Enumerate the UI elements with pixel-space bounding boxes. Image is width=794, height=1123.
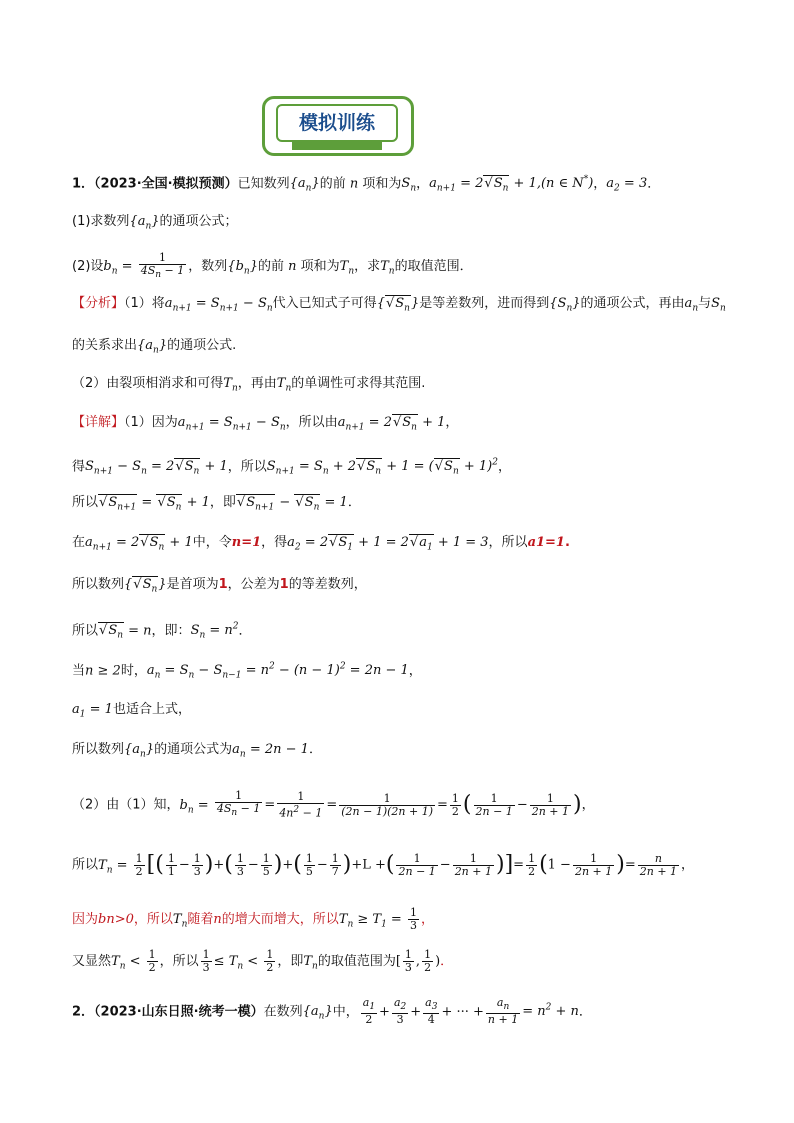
q1-text: 又显然 <box>72 954 112 969</box>
q1-highlight: a1=1 <box>527 535 565 550</box>
q1-text: ， <box>445 415 459 430</box>
q2-text: ． <box>578 1004 592 1020</box>
q1-text: ． <box>238 623 252 639</box>
q1-text: ． <box>308 742 322 757</box>
q1-text: 的前 <box>257 259 284 275</box>
q1-text: ，所以 <box>488 535 528 550</box>
q1-text: 的通项公式为 <box>154 742 233 757</box>
q1-detail-7: 当n ≥ 2时，$a_n = S_n - S_{n-1} = n^2 - (n - 1)^2 = 2n - 1$， <box>72 662 422 681</box>
q1-text: 在 <box>72 535 86 550</box>
q1-text: 项和为 <box>362 176 402 192</box>
q1-text: 随着 <box>187 912 214 927</box>
q1-text: 当 <box>72 663 86 679</box>
q1-text: （2）由裂项相消求和可得 <box>72 376 224 391</box>
q1-text: 的等差数列， <box>288 577 367 592</box>
q1-text: 已知数列 <box>237 176 290 192</box>
q1-text: ， <box>581 797 595 813</box>
q1-text: (1)求数列 <box>72 214 130 229</box>
q1-text: 的通项公式； <box>159 214 238 229</box>
q2-text: 在数列 <box>263 1004 303 1020</box>
q1-text: ，公差为 <box>227 577 280 592</box>
q1-text: ，即： <box>151 623 191 639</box>
q1-text: ， <box>593 176 607 192</box>
q1-text: ，即 <box>209 495 236 510</box>
q1-text: 得 <box>72 459 86 475</box>
q1-text: 因为 <box>72 912 99 927</box>
q1-text: 是等差数列，进而得到 <box>419 296 550 311</box>
q1-text: ，所以 <box>227 459 267 475</box>
q1-text: ． <box>347 495 361 510</box>
q1-stem: 1．（2023·全国·模拟预测）已知数列$\{a_n\}$的前 n 项和为$S_n$，$a_{n+1} = 2√$ $S_n + 1,(n$ ∈ N*)，$a_2 = 3$． <box>72 170 660 199</box>
q1-source: （2023·全国·模拟预测） <box>94 176 238 192</box>
banner-title: 模拟训练 <box>298 112 375 134</box>
q1-part1: (1)求数列$\{a_n\}$的通项公式； <box>72 214 238 232</box>
q2-text: 中， <box>332 1004 359 1020</box>
q1-text: 代入已知式子可得 <box>272 296 377 311</box>
q1-text: ． <box>440 954 454 969</box>
q1-text: ，数列 <box>188 259 228 275</box>
q1-highlight: 1 <box>279 577 289 592</box>
detail-tag: 【详解】 <box>72 415 125 430</box>
banner-bar <box>292 140 382 150</box>
q1-text: ， <box>497 459 511 475</box>
q1-text: . <box>564 535 570 550</box>
q1-text: 时， <box>120 663 147 679</box>
q1-text: ，得 <box>261 535 288 550</box>
q1-text: 的取值范围为 <box>317 954 396 969</box>
q1-text: （1）将 <box>124 296 165 311</box>
q1-detail-11: 所以$T_n$ = $\frac{1}{2}$ [( $\frac{1}{1}$ − $\frac{1}{3}$ )+( $\frac{1}{3}$ − $\frac{1}{5}$ )+( $\frac{1}{5}$ − $\frac{1}{7}$ )+L +( $\frac{1}{2n - 1}$ − $\frac{1}{2n + 1}$ )]= $\frac{1}{2}$ (1 − $\frac{1}{2n + 1}$ )= $\frac{n}{2n + 1}$ ， <box>72 851 695 878</box>
q1-detail-12: 因为bn>0，所以$T_n$随着n的增大而增大，所以$T_n \ge T_1$ = $\frac{1}{3}$ ， <box>72 906 434 932</box>
q1-analysis-2: 的关系求出$\{a_n\}$的通项公式. <box>72 338 237 356</box>
q1-text: 的取值范围． <box>394 259 473 275</box>
q1-detail-5: 所以数列{√ $S_n$}是首项为1，公差为1的等差数列， <box>72 575 367 600</box>
q1-text: 所以 <box>72 495 99 510</box>
q1-text: ， <box>681 857 695 873</box>
q1-analysis-3: （2）由裂项相消求和可得$T_n$，再由$T_n$的单调性可求得其范围. <box>72 376 426 394</box>
q1-text: 的前 <box>319 176 346 192</box>
q1-detail-13: 又显然$T_n$ < $\frac{1}{2}$ ，所以 $\frac{1}{3}$ ≤ $T_n$ < $\frac{1}{2}$ ，即$T_n$的取值范围为[ $\frac{1}{3}$ , $\frac{1}{2}$ )． <box>72 948 454 974</box>
q1-analysis-1: 【分析】（1）将$a_{n+1} = S_{n+1} - S_n$代入已知式子可得{√ $S_n$}是等差数列，进而得到$\{S_n\}$的通项公式，再由$a_n$与$S_n$ <box>72 294 726 319</box>
q1-text: ，所以 <box>133 912 173 927</box>
q1-text: ，所以由 <box>285 415 338 430</box>
q1-highlight: n <box>213 912 222 927</box>
q1-text: ，所以 <box>159 954 199 969</box>
q1-text: （2）由（1）知， <box>72 797 180 813</box>
q1-detail-9: 所以数列$\{a_n\}$的通项公式为$a_n = 2n - 1$． <box>72 742 322 760</box>
q1-text: 的通项公式，再由 <box>580 296 685 311</box>
q1-text: 也适合上式， <box>112 702 191 717</box>
q1-text: ，再由 <box>237 376 277 391</box>
q1-detail-6: 所以√ $S_n = n$，即：$S_n = n^2$． <box>72 617 252 646</box>
q1-text: 所以 <box>72 623 99 639</box>
q1-text: 是首项为 <box>166 577 219 592</box>
q1-number: 1． <box>72 176 95 192</box>
q1-highlight: n=1 <box>231 535 262 550</box>
q1-text: 项和为 <box>300 259 340 275</box>
q1-text: 的单调性可求得其范围. <box>291 376 426 391</box>
q2-stem: 2．（2023·山东日照·统考一模）在数列$\{a_n\}$中， $\frac{a_1}{2}$ + $\frac{a_2}{3}$ + $\frac{a_3}{4}$ + ··· + $\frac{a_n}{n + 1}$ = $n^2 + n$． <box>72 996 592 1027</box>
q1-text: ， <box>408 663 422 679</box>
q1-detail-10: （2）由（1）知，$b_n$ = $\frac{1}{4S_n - 1}$ = $\frac{1}{4n^2 - 1}$ = $\frac{1}{(2n - 1)(2n + 1)}$ = $\frac{1}{2}$ ( $\frac{1}{2n - 1}$ − $\frac{1}{2n + 1}$ )， <box>72 789 595 820</box>
q1-text: 的通项公式. <box>167 338 237 353</box>
q1-text: 所以数列 <box>72 577 125 592</box>
q1-text: ， <box>416 176 430 192</box>
q2-source: （2023·山东日照·统考一模） <box>94 1004 264 1020</box>
q1-detail-1: 【详解】（1）因为$a_{n+1} = S_{n+1} - S_n$，所以由$a_{n+1} = 2√$ $S_n + 1$， <box>72 413 458 438</box>
q1-text: 的关系求出 <box>72 338 138 353</box>
q1-text: 所以数列 <box>72 742 125 757</box>
q1-text: 的增大而增大，所以 <box>221 912 339 927</box>
q1-text: (2)设 <box>72 259 104 275</box>
q1-text: ，求 <box>354 259 381 275</box>
analysis-tag: 【分析】 <box>72 296 125 311</box>
q1-highlight: 1 <box>218 577 228 592</box>
q1-detail-2: 得$S_{n+1} - S_n = 2√$ $S_n + 1$，所以$S_{n+1} = S_n + 2√$ $S_n + 1$ = (√ $S_n + 1)^2$， <box>72 453 511 482</box>
q1-detail-3: 所以√ $S_{n+1}$ = √ $S_n + 1$，即√ $S_{n+1}$ − √ $S_n = 1$． <box>72 493 361 518</box>
q1-text: 所以 <box>72 857 99 873</box>
q1-detail-8: $a_1 = 1$也适合上式， <box>72 702 191 720</box>
q1-text: ， <box>420 912 434 927</box>
q2-number: 2． <box>72 1004 95 1020</box>
q1-text: （1）因为 <box>124 415 178 430</box>
q1-text: 与 <box>698 296 712 311</box>
q1-highlight: bn>0 <box>98 912 134 927</box>
section-banner <box>262 96 412 154</box>
q1-text: ，即 <box>277 954 304 969</box>
q1-part2: (2)设$b_n$ = $\frac{1}{4S_n - 1}$ ，数列$\{b_n\}$的前 n 项和为$T_n$，求$T_n$的取值范围． <box>72 251 473 281</box>
q1-text: 中，令 <box>192 535 232 550</box>
q1-detail-4: 在$a_{n+1} = 2√$ $S_n + 1$中，令n=1，得$a_2 = 2√$ $S_1 + 1 = 2√$ $a_1 + 1 = 3$，所以a1=1. <box>72 533 570 558</box>
